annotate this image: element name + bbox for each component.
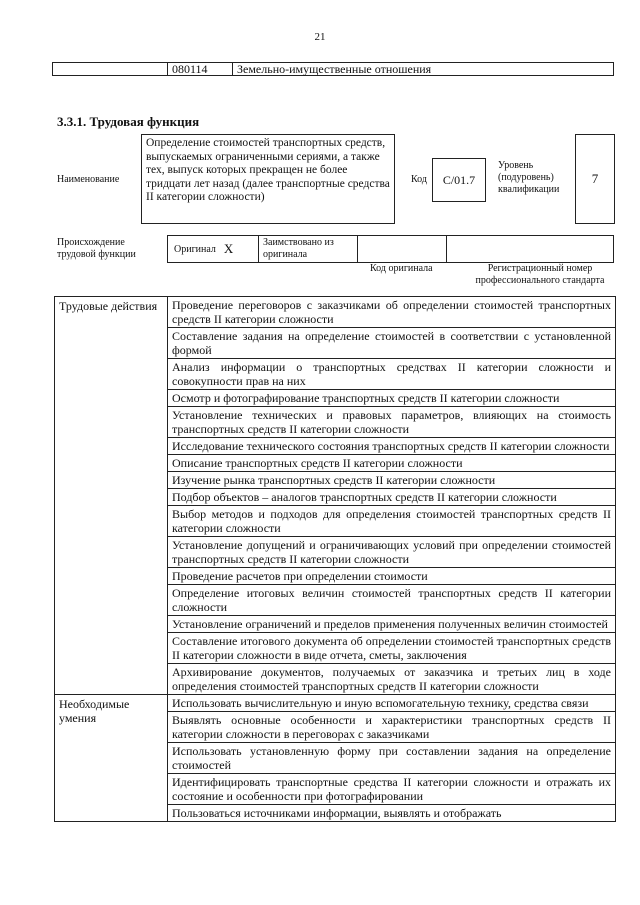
table-row: [55, 695, 616, 712]
list-item: Проведение расчетов при определении стоимости: [168, 568, 616, 585]
list-item: Выявлять основные особенности и характеристики транспортных средств II категории сложности в переговорах с заказчиками: [168, 712, 616, 743]
list-item: Составление задания на определение стоимостей в соответствии с установленной формой: [168, 328, 616, 359]
reg-number-caption: Регистрационный номер профессионального стандарта: [475, 263, 605, 286]
list-item: Изучение рынка транспортных средств II категории сложности: [168, 472, 616, 489]
level-label: Уровень (подуровень) квалификации: [498, 160, 560, 195]
list-item: Установление ограничений и пределов применения полученных величин стоимостей: [168, 616, 616, 633]
function-name-box: Определение стоимостей транспортных средств, выпускаемых ограниченными сериями, а также тех, выпуск которых прекращен не более тридцати лет назад (далее транспортные средства II категории сложности): [141, 134, 395, 224]
section-title: 3.3.1. Трудовая функция: [57, 114, 200, 129]
list-item: Идентифицировать транспортные средства II категории сложности и отражать их состояние и особенности при фотографировании: [168, 774, 616, 805]
list-item: Проведение переговоров с заказчиками об определении стоимостей транспортных средств II категории сложности: [168, 297, 616, 328]
list-item: Использовать установленную форму при составлении задания на определение стоимостей: [168, 743, 616, 774]
list-item: Описание транспортных средств II категории сложности: [168, 455, 616, 472]
list-item: Составление итогового документа об определении стоимостей транспортных средств II категории сложности в виде отчета, сметы, заключения: [168, 633, 616, 664]
code-label: Код: [411, 174, 427, 185]
borrowed-cell: Заимствовано из оригинала: [258, 235, 358, 263]
okz-code-row: [52, 62, 614, 76]
original-cell: [167, 235, 259, 263]
list-item: Осмотр и фотографирование транспортных средств II категории сложности: [168, 390, 616, 407]
list-item: Установление допущений и ограничивающих условий при определении стоимостей транспортных средств II категории сложности: [168, 537, 616, 568]
section-label: Трудовые действия: [55, 297, 168, 695]
list-item: Определение итоговых величин стоимостей транспортных средств II категории сложности: [168, 585, 616, 616]
origin-row: [168, 235, 614, 263]
name-label: Наименование: [57, 174, 120, 185]
okz-code: 080114: [168, 63, 233, 76]
reg-number-cell: [446, 235, 614, 263]
code-original-caption: Код оригинала: [370, 263, 433, 274]
okz-name: Земельно-имущественные отношения: [233, 63, 614, 76]
list-item: Пользоваться источниками информации, выявлять и отображать: [168, 805, 616, 822]
original-code-cell: [357, 235, 447, 263]
original-mark: X: [223, 241, 234, 256]
list-item: Анализ информации о транспортных средствах II категории сложности и совокупности прав на них: [168, 359, 616, 390]
table-row: [55, 297, 616, 328]
function-code-box: C/01.7: [432, 158, 486, 202]
original-label: Оригинал: [174, 243, 216, 255]
list-item: Выбор методов и подходов для определения стоимостей транспортных средств II категории сложности: [168, 506, 616, 537]
empty-cell: [53, 63, 168, 76]
qualification-level-box: 7: [575, 134, 615, 224]
section-label: Необходимые умения: [55, 695, 168, 822]
origin-label: Происхождение трудовой функции: [57, 237, 136, 260]
function-details-table: [54, 296, 616, 822]
list-item: Установление технических и правовых параметров, влияющих на стоимость транспортных средств II категории сложности: [168, 407, 616, 438]
list-item: Исследование технического состояния транспортных средств II категории сложности: [168, 438, 616, 455]
list-item: Архивирование документов, получаемых от заказчика и третьих лиц в ходе определения стоимостей транспортных средств II категории сложности: [168, 664, 616, 695]
list-item: Подбор объектов – аналогов транспортных средств II категории сложности: [168, 489, 616, 506]
list-item: Использовать вычислительную и иную вспомогательную технику, средства связи: [168, 695, 616, 712]
page-number: 21: [314, 31, 326, 43]
